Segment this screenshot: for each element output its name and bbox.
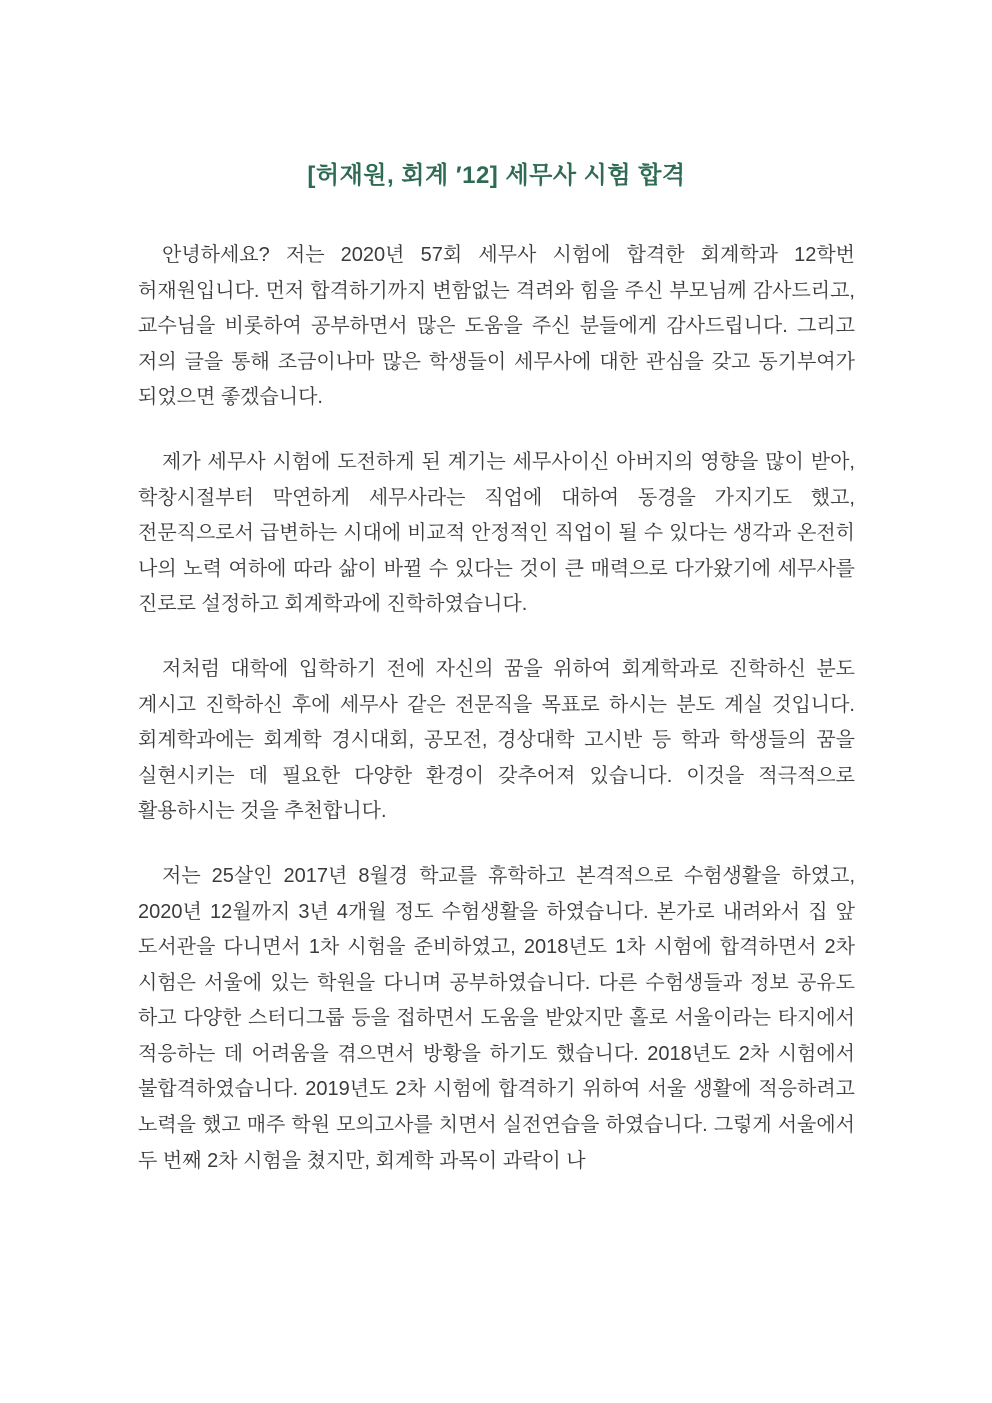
paragraph-exam-journey: 저는 25살인 2017년 8월경 학교를 휴학하고 본격적으로 수험생활을 하였고, 2020년 12월까지 3년 4개월 정도 수험생활을 하였습니다. 본가로 내려와서 집 앞 도서관을 다니면서 1차 시험을 준비하였고, 2018년도 1차 시험에 합격하면서 2차 시험은 서울에 있는 학원을 다니며 공부하였습니다. 다른 수험생들과 정보 공유도 하고 다양한 스터디그룹 등을 접하면서 도움을 받았지만 홀로 서울이라는 타지에서 적응하는 데 어려움을 겪으면서 방황을 하기도 했습니다. 2018년도 2차 시험에서 불합격하였습니다. 2019년도 2차 시험에 합격하기 위하여 서울 생활에 적응하려고 노력을 했고 매주 학원 모의고사를 치면서 실전연습을 하였습니다. 그렇게 서울에서 두 번째 2차 시험을 쳤지만, 회계학 과목이 과락이 나 <box>138 864 855 1172</box>
document-title: [허재원, 회계 ′12] 세무사 시험 합격 <box>307 162 686 189</box>
document-content <box>138 155 855 1179</box>
paragraph-motivation: 제가 세무사 시험에 도전하게 된 계기는 세무사이신 아버지의 영향을 많이 받아, 학창시절부터 막연하게 세무사라는 직업에 대하여 동경을 가지기도 했고, 전문직으로서 급변하는 시대에 비교적 안정적인 직업이 될 수 있다는 생각과 온전히 나의 노력 여하에 따라 삶이 바뀔 수 있다는 것이 큰 매력으로 다가왔기에 세무사를 진로로 설정하고 회계학과에 진학하였습니다. <box>138 450 855 616</box>
paragraph-greeting: 안녕하세요? 저는 2020년 57회 세무사 시험에 합격한 회계학과 12학번 허재원입니다. 먼저 합격하기까지 변함없는 격려와 힘을 주신 부모님께 감사드리고, 교수님을 비롯하여 공부하면서 많은 도움을 주신 분들에게 감사드립니다. 그리고 저의 글을 통해 조금이나마 많은 학생들이 세무사에 대한 관심을 갖고 동기부여가 되었으면 좋겠습니다. <box>138 244 855 409</box>
paragraph-department-advice: 저처럼 대학에 입학하기 전에 자신의 꿈을 위하여 회계학과로 진학하신 분도 계시고 진학하신 후에 세무사 같은 전문직을 목표로 하시는 분도 계실 것입니다. 회계학과에는 회계학 경시대회, 공모전, 경상대학 고시반 등 학과 학생들의 꿈을 실현시키는 데 필요한 다양한 환경이 갖추어져 있습니다. 이것을 적극적으로 활용하시는 것을 추천합니다. <box>138 657 855 823</box>
